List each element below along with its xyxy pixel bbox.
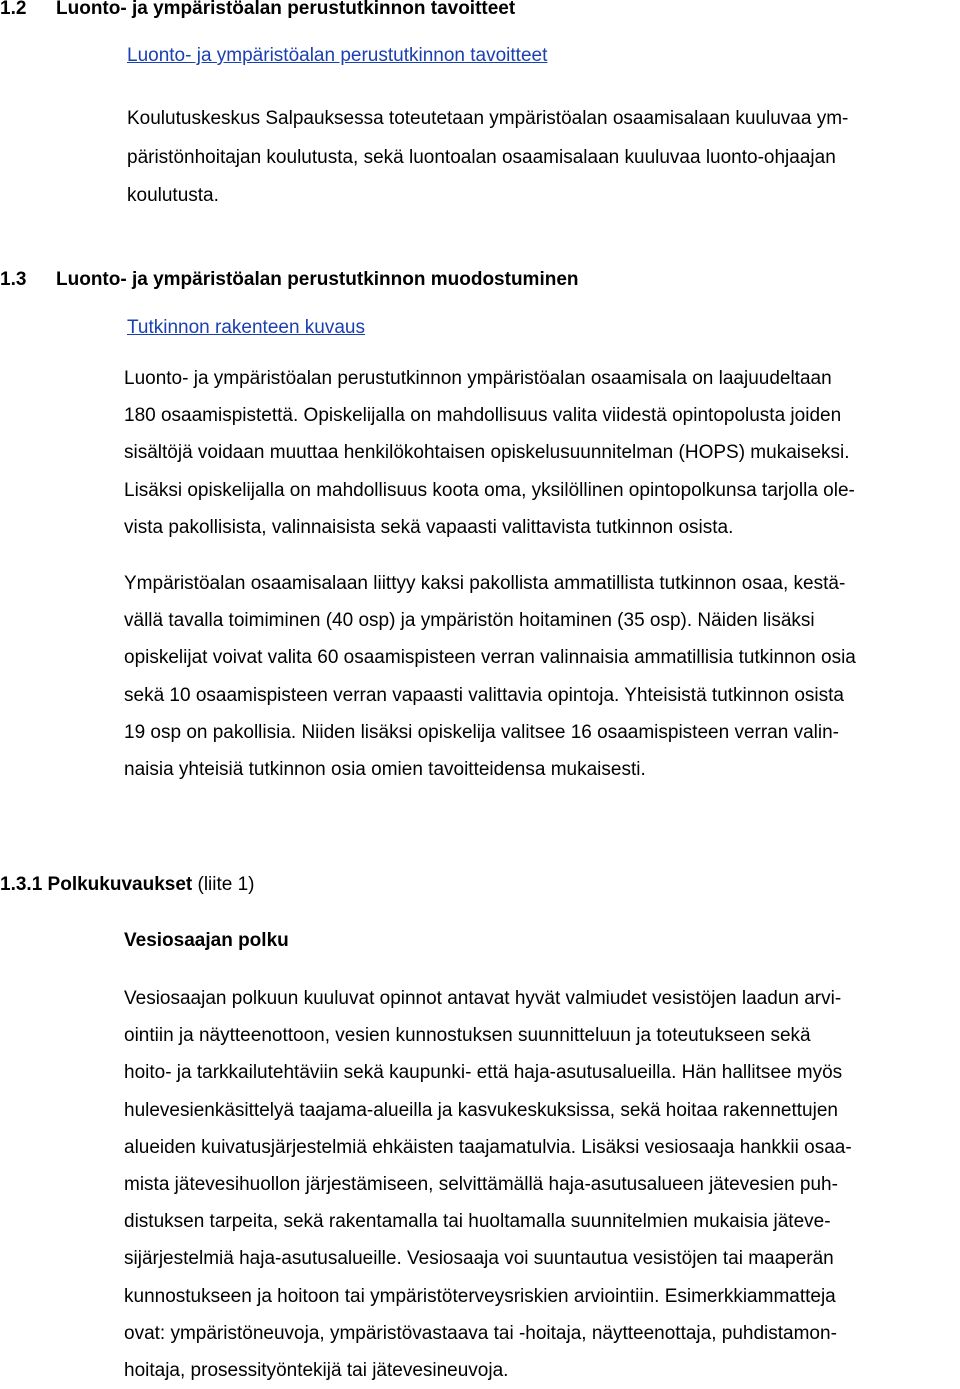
section-number: 1.2 xyxy=(0,0,27,19)
paragraph-line: kunnostukseen ja hoitoon tai ympäristöterveysriskien arviointiin. Esimerkkiammatteja xyxy=(124,1285,836,1307)
paragraph-line: hulevesienkäsittelyä taajama-alueilla ja kasvukeskuksissa, sekä hoitaa rakennettujen xyxy=(124,1099,838,1121)
paragraph-line: vista pakollisista, valinnaisista sekä vapaasti valittavista tutkinnon osista. xyxy=(124,516,734,538)
structure-paragraph-1 xyxy=(124,360,855,546)
intro-paragraph xyxy=(127,100,848,216)
section-number: 1.3.1 xyxy=(0,874,43,895)
paragraph-line: naisia yhteisiä tutkinnon osia omien tavoitteidensa mukaisesti. xyxy=(124,758,646,780)
paragraph-line: sekä 10 osaamispisteen verran vapaasti valittavia opintoja. Yhteisistä tutkinnon osista xyxy=(124,684,844,706)
paragraph-line: vällä tavalla toimiminen (40 osp) ja ympäristön hoitaminen (35 osp). Näiden lisäksi xyxy=(124,610,815,632)
goals-link[interactable]: Luonto- ja ympäristöalan perustutkinnon tavoitteet xyxy=(127,45,548,66)
paragraph-line: Koulutuskeskus Salpauksessa toteutetaan ympäristöalan osaamisalaan kuuluvaa ym- xyxy=(127,108,849,129)
paragraph-line: 180 osaamispistettä. Opiskelijalla on mahdollisuus valita viidestä opintopolusta joiden xyxy=(124,405,842,427)
structure-paragraph-2 xyxy=(124,565,856,788)
paragraph-line: Ympäristöalan osaamisalaan liittyy kaksi pakollista ammatillista tutkinnon osaa, kestä- xyxy=(124,573,846,594)
paragraph-line: ointiin ja näytteenottoon, vesien kunnostuksen suunnitteluun ja toteutukseen sekä xyxy=(124,1025,811,1047)
section-title: Polkukuvaukset xyxy=(47,874,193,895)
subheading-vesiosaajan-polku: Vesiosaajan polku xyxy=(124,930,289,951)
section-title: Luonto- ja ympäristöalan perustutkinnon muodostuminen xyxy=(56,269,579,290)
paragraph-line: hoitaja, prosessityöntekijä tai jätevesineuvoja. xyxy=(124,1359,509,1381)
structure-link[interactable]: Tutkinnon rakenteen kuvaus xyxy=(127,317,366,338)
paragraph-line: Luonto- ja ympäristöalan perustutkinnon ympäristöalan osaamisala on laajuudeltaan xyxy=(124,368,832,389)
paragraph-line: alueiden kuivatusjärjestelmiä ehkäisten taajamatulvia. Lisäksi vesiosaaja hankkii osaa- xyxy=(124,1136,852,1158)
paragraph-line: ovat: ympäristöneuvoja, ympäristövastaava tai -hoitaja, näytteenottaja, puhdistamon- xyxy=(124,1322,837,1344)
paragraph-line: distuksen tarpeita, sekä rakentamalla tai huoltamalla suunnitelmien mukaisia jäteve- xyxy=(124,1211,831,1233)
paragraph-line: Lisäksi opiskelijalla on mahdollisuus koota oma, yksilöllinen opintopolkunsa tarjolla ole- xyxy=(124,479,855,501)
paragraph-line: hoito- ja tarkkailutehtäviin sekä kaupunki- että haja-asutusalueilla. Hän hallitsee myös xyxy=(124,1062,843,1084)
paragraph-line: sijärjestelmiä haja-asutusalueille. Vesiosaaja voi suuntautua vesistöjen tai maaperän xyxy=(124,1248,834,1270)
section-heading-1-3-1 xyxy=(0,874,255,896)
paragraph-line: sisältöjä voidaan muuttaa henkilökohtaisen opiskelusuunnitelman (HOPS) mukaiseksi. xyxy=(124,442,850,464)
section-suffix: (liite 1) xyxy=(192,874,255,895)
paragraph-line: Vesiosaajan polkuun kuuluvat opinnot antavat hyvät valmiudet vesistöjen laadun arvi- xyxy=(124,988,842,1009)
paragraph-line: koulutusta. xyxy=(127,185,219,206)
section-title: Luonto- ja ympäristöalan perustutkinnon tavoitteet xyxy=(56,0,516,19)
paragraph-line: mista jätevesihuollon järjestämiseen, selvittämällä haja-asutusalueen jätevesien puh- xyxy=(124,1173,838,1195)
section-heading-1-3 xyxy=(0,269,579,291)
section-number: 1.3 xyxy=(0,269,27,290)
section-heading-1-2 xyxy=(0,0,515,20)
paragraph-line: 19 osp on pakollisia. Niiden lisäksi opiskelija valitsee 16 osaamispisteen verran valin- xyxy=(124,721,839,743)
polku-paragraph xyxy=(124,980,852,1389)
paragraph-line: päristönhoitajan koulutusta, sekä luontoalan osaamisalaan kuuluvaa luonto-ohjaajan xyxy=(127,146,836,168)
paragraph-line: opiskelijat voivat valita 60 osaamispisteen verran valinnaisia ammatillisia tutkinnon osia xyxy=(124,647,856,669)
